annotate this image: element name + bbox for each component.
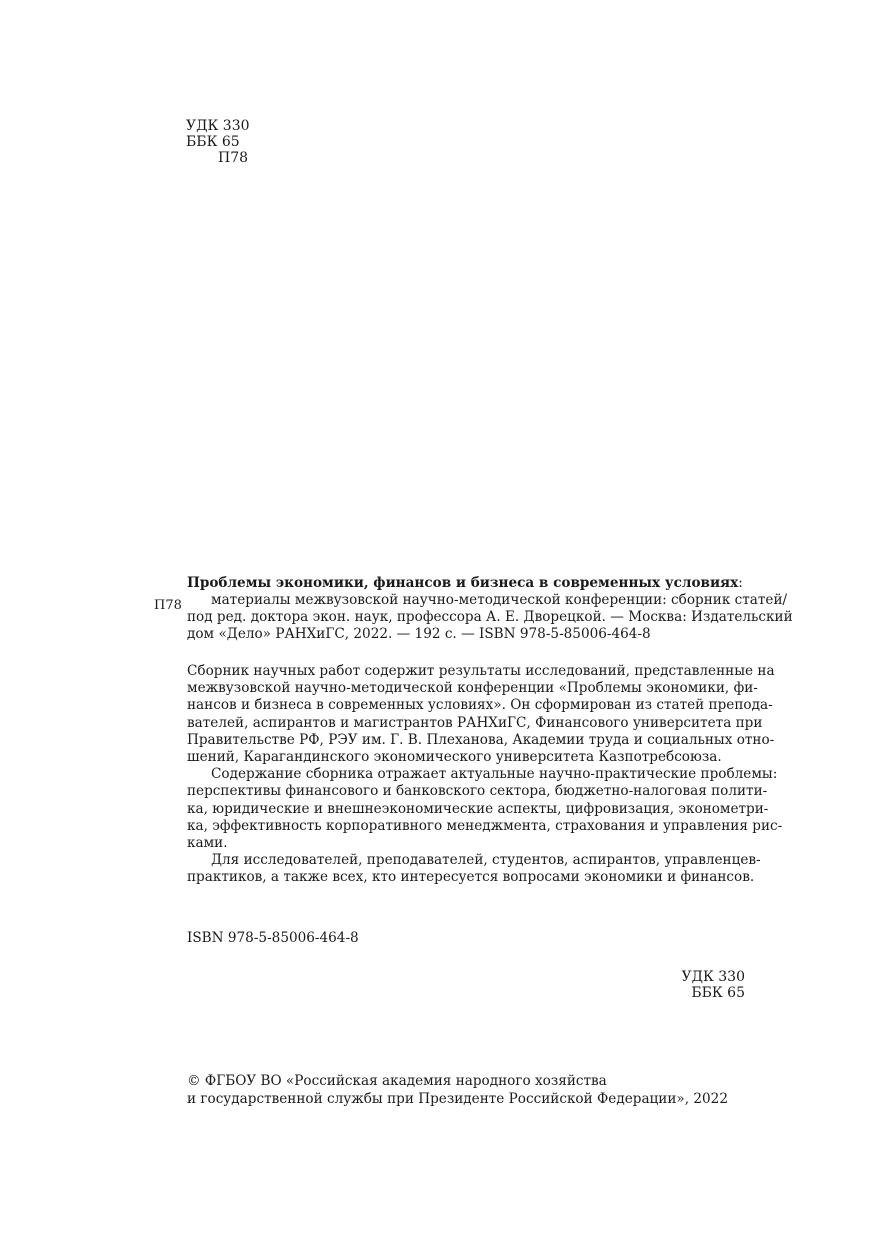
annotation-line: ка, юридические и внешнеэкономические аспекты, цифровизация, эконометри- [187,800,769,817]
annotation-line: шений, Карагандинского экономического университета Казпотребсоюза. [187,749,722,766]
annotation-line: практиков, а также всех, кто интересуется вопросами экономики и финансов. [187,869,755,886]
biblio-line: дом «Дело» РАНХиГС, 2022. — 192 с. — ISBN 978-5-85006-464-8 [187,626,651,642]
entry-author-mark: П78 [154,598,182,613]
biblio-line: под ред. доктора экон. наук, профессора А. Е. Дворецкой. — Москва: Издательский [187,609,793,625]
annotation-line: Правительстве РФ, РЭУ им. Г. В. Плеханова, Академии труда и социальных отно- [187,731,775,748]
annotation-line: Сборник научных работ содержит результаты исследований, представленные на [187,663,775,679]
annotation-line: нансов и бизнеса в современных условиях». Он сформирован из статей препода- [187,697,773,714]
bibliographic-entry [187,575,793,643]
udk-code: УДК 330 [681,969,745,985]
bbk-code: ББК 65 [691,985,745,1001]
author-mark: П78 [218,150,249,166]
copyright-line: и государственной службы при Президенте Российской Федерации», 2022 [187,1090,728,1107]
annotation-line: ка, эффективность корпоративного менеджмента, страхования и управления рис- [187,817,783,834]
copyright-line: © ФГБОУ ВО «Российская академия народного хозяйства [187,1073,607,1089]
annotation [187,663,783,887]
biblio-line: материалы межвузовской научно-методической конференции: сборник статей/ [211,592,788,608]
isbn: ISBN 978-5-85006-464-8 [187,930,359,946]
biblio-title-line [187,575,749,592]
title-colon: : [738,575,743,591]
classification-codes-bottom [681,969,745,1001]
annotation-line: ками. [187,835,228,852]
annotation-line: Для исследователей, преподавателей, студентов, аспирантов, управленцев- [211,852,761,869]
book-title: Проблемы экономики, финансов и бизнеса в современных условиях [187,575,739,591]
bbk-code: ББК 65 [186,134,240,150]
annotation-line: перспективы финансового и банковского сектора, бюджетно-налоговая полити- [187,783,768,800]
copyright-notice [187,1073,728,1108]
udk-code: УДК 330 [186,118,250,134]
classification-codes-top [186,118,250,166]
annotation-line: вателей, аспирантов и магистрантов РАНХиГС, Финансового университета при [187,714,763,731]
annotation-line: Содержание сборника отражает актуальные научно-практические проблемы: [211,766,778,783]
annotation-line: межвузовской научно-методической конференции «Проблемы экономики, фи- [187,680,758,697]
